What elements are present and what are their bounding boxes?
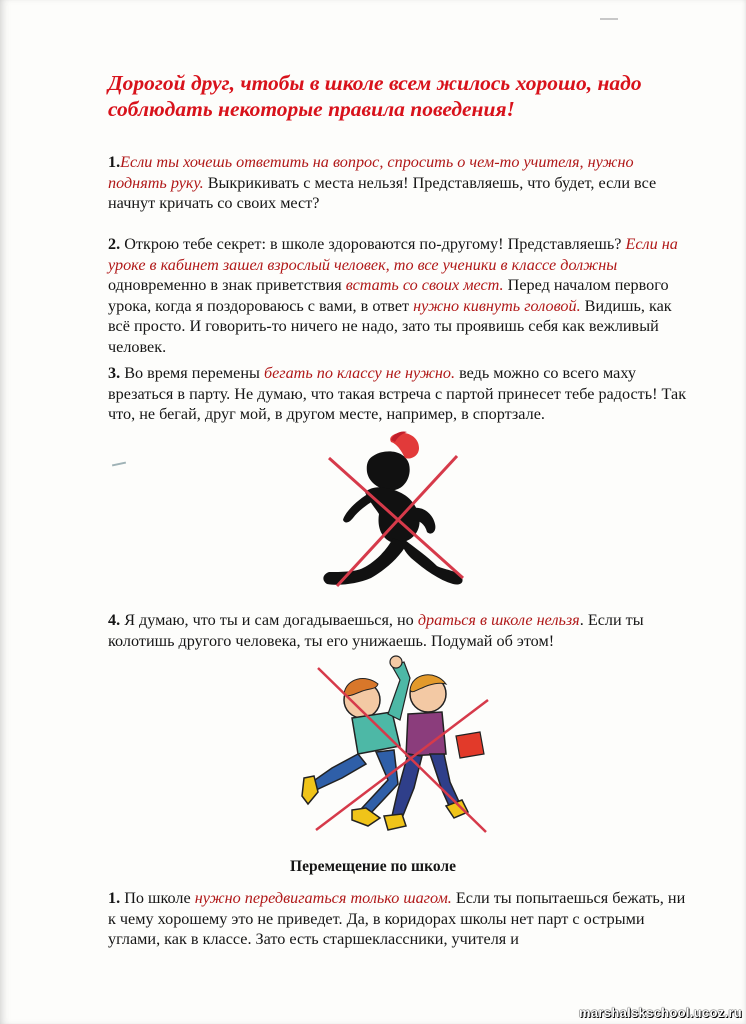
section-rule-1 (108, 888, 693, 950)
rule-text: ведь можно со всего маху врезаться в парту. Не думаю, что такая встреча с партой принесет тебе радость! Так что, не бегай, друг мой, в другом месте, например, в спортзале. (108, 364, 687, 423)
rule-emphasis-text: встать со своих мест. (345, 276, 504, 294)
rule-emphasis-text: Если ты хочешь ответить на вопрос, спросить о чем-то учителя, нужно поднять руку. (108, 153, 634, 192)
rule-text: Во время перемены (120, 364, 264, 382)
book-icon (456, 732, 484, 758)
rule-emphasis-text: драться в школе нельзя (417, 611, 580, 629)
page-title: Дорогой друг, чтобы в школе всем жилось хорошо, надо соблюдать некоторые правила поведения! (108, 71, 642, 121)
rule-text: Если ты попытаешься бежать, ни к чему хорошему это не приведет. Да, в коридорах школы нет парт с острыми углами, как в классе. Зато есть старшеклассники, учителя и (108, 889, 686, 948)
rule-text: Я думаю, что ты и сам догадываешься, но (120, 611, 418, 629)
scan-mark (600, 18, 618, 20)
rule-emphasis-text: бегать по классу не нужно. (263, 364, 456, 382)
rule-4 (108, 610, 693, 651)
section-heading: Перемещение по школе (290, 858, 456, 875)
rule-text: . Если ты колотишь другого человека, ты его унижаешь. Подумай об этом! (108, 611, 644, 650)
rule-text: одновременно в знак приветствия (108, 276, 346, 294)
rule-emphasis-text: нужно кивнуть головой. (413, 296, 581, 315)
scan-mark (112, 462, 126, 467)
rule-1 (108, 152, 693, 214)
rule-emphasis-text: нужно передвигаться только шагом. (194, 889, 452, 907)
rule-number: 2. (108, 235, 121, 253)
rule-number: 3. (108, 364, 121, 382)
rule-text: Видишь, как всё просто. И говорить-то ничего не надо, зато ты проявишь себя как вежливый человек. (108, 296, 672, 356)
rule-2 (108, 234, 693, 357)
rule-number: 1. (108, 889, 121, 907)
running-boy-illustration (315, 428, 475, 598)
rule-number: 1. (108, 153, 121, 171)
rule-text: По школе (120, 889, 195, 907)
rule-text: Открою тебе секрет: в школе здороваются по-другому! Представляешь? (120, 235, 626, 253)
rule-number: 4. (108, 611, 121, 629)
rule-3 (108, 363, 693, 425)
rule-text: Перед началом первого урока, когда я поздороваюсь с вами, в ответ (108, 276, 669, 315)
rule-text: Выкрикивать с места нельзя! Представляешь, что будет, если все начнут кричать со своих мест? (108, 173, 657, 212)
rule-emphasis-text: Если на уроке в кабинет зашел взрослый человек, то все ученики в классе должны (108, 235, 678, 274)
watermark: marshalskschool.ucoz.ru (579, 1005, 742, 1020)
fighting-kids-illustration (296, 650, 496, 840)
